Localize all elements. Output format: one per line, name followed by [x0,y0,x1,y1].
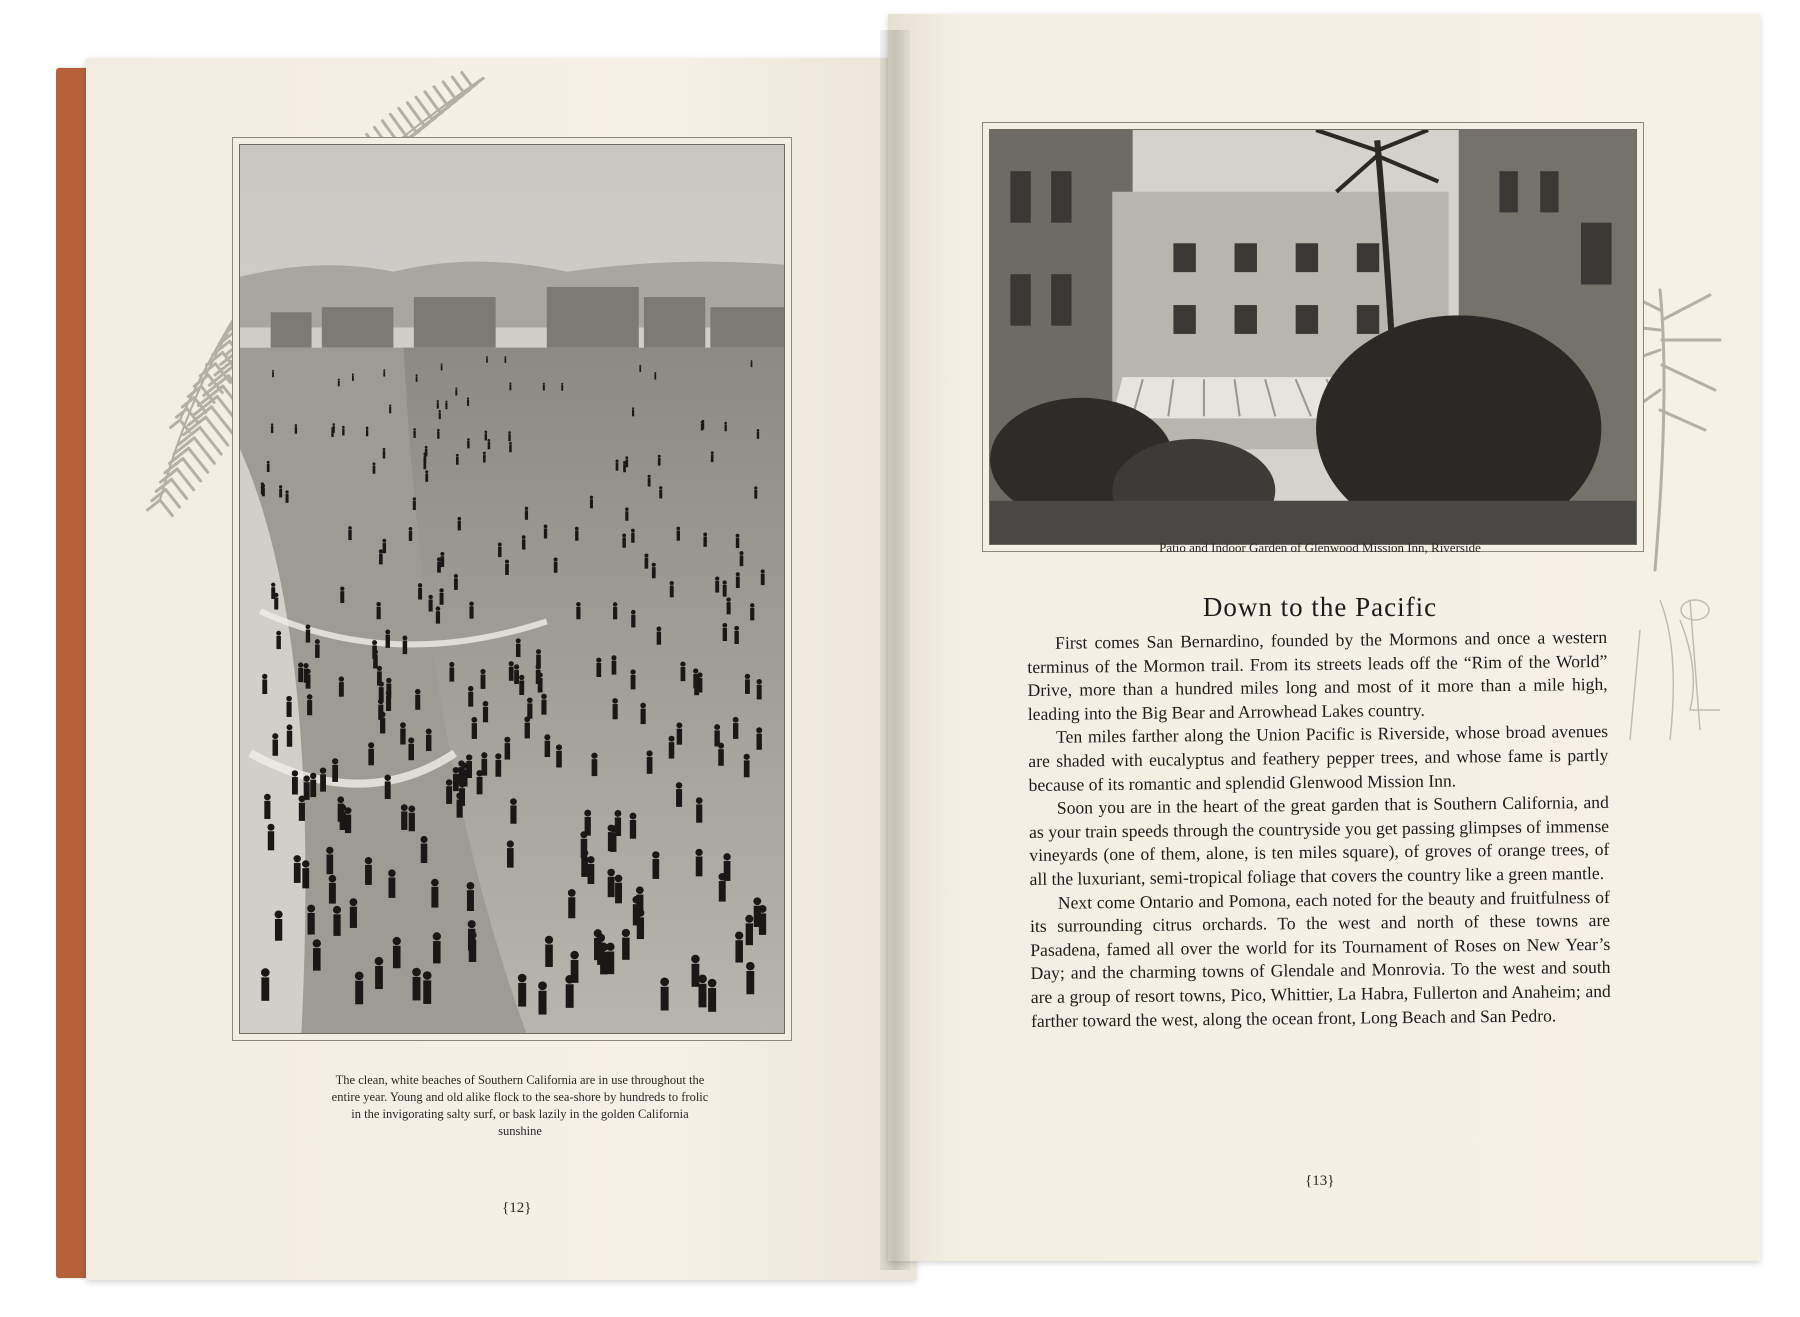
mission-inn-photo-caption: Patio and Indoor Garden of Glenwood Mission Inn, Riverside [1159,540,1481,555]
page-number-right: {13} [1305,1173,1335,1189]
beach-photo-caption: The clean, white beaches of Southern California are in use throughout the entire year. Young and old alike flock to the sea-shore by hundreds to frolic in the invigorating salty surf, or bask lazily in the golden California sunshine [331,1073,709,1138]
beach-crowd-photo [239,144,785,1034]
beach-photo-frame [232,137,792,1041]
chapter-heading: Down to the Pacific [1202,592,1438,622]
paragraph: Next come Ontario and Pomona, each noted for the beauty and fruitfulness of its surrounding citrus orchards. To the west and north of these towns are Pasadena, famed all over the world for its Tournament of Roses on New Year’s Day; and the charming towns of Glendale and Monrovia. To the west and south are a group of resort towns, Pico, Whittier, La Habra, Fullerton and Anaheim; and farther toward the west, along the ocean front, Long Beach and San Pedro. [1029,886,1611,1031]
paragraph: Soon you are in the heart of the great garden that is Southern California, and as your train speeds through the countryside you get passing glimpses of immense vineyards (one of them, alone, is ten miles square), of groves of orange trees, of all the luxuriant, semi-tropical foliage that covers the country like a green mantle. [1028,792,1610,889]
paragraph: First comes San Bernardino, founded by the Mormons and once a western terminus of the Mormon trail. From its streets leads off the “Rim of the World” Drive, more than a hundred miles long and most of it more than a mile high, leading into the Big Bear and Arrowhead Lakes country. [1027,626,1608,724]
mission-inn-courtyard-photo [989,129,1637,545]
mission-inn-photo-frame [982,122,1644,552]
page-number-left: {12} [502,1200,532,1216]
body-text [1027,626,1611,1033]
book-gutter [880,30,910,1270]
paragraph: Ten miles farther along the Union Pacific is Riverside, whose broad avenues are shaded with eucalyptus and feathery pepper trees, and whose fame is partly because of its romantic and splendid Glenwood Mission Inn. [1028,721,1609,795]
